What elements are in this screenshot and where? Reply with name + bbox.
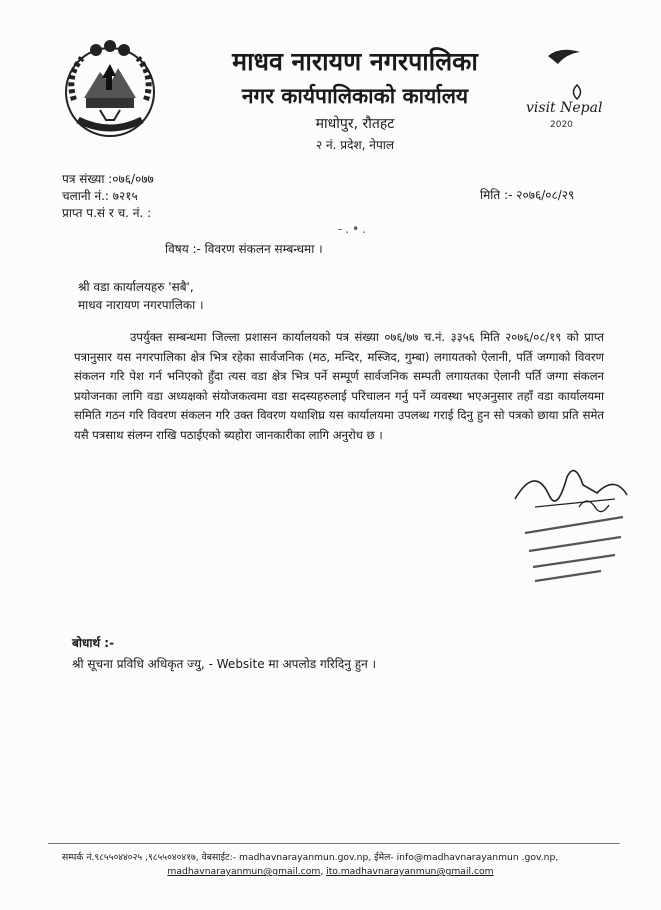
addressee-line-2: माधव नारायण नगरपालिका । (78, 298, 204, 312)
signature-stamp (505, 455, 635, 595)
prapta-number: प्राप्त प.सं र च. नं. : (62, 206, 152, 220)
cc-heading: बोधार्थ :- (72, 636, 115, 650)
footer-emails: madhavnarayanmun@gmail.com, ito.madhavnarayanmun@gmail.com (167, 866, 494, 877)
chalani-number: चलानी नं.: ७२१५ (62, 189, 138, 203)
footer-email-1[interactable]: madhavnarayanmun@gmail.com (167, 866, 321, 877)
stray-marks: -.•. (338, 222, 370, 236)
cc-recipient: श्री सूचना प्रविधि अधिकृत ज्यु, - Website मा अपलोड गरिदिनु हुन । (72, 657, 377, 671)
subject-line: विषय :- विवरण संकलन सम्बन्धमा । (165, 242, 323, 256)
addressee-line-1: श्री वडा कार्यालयहरु 'सबै', (78, 280, 194, 294)
nepal-emblem-icon (56, 36, 164, 144)
office-title: नगर कार्यपालिकाको कार्यालय (241, 84, 469, 108)
address-line-2: २ नं. प्रदेश, नेपाल (315, 138, 395, 152)
patra-sankhya: पत्र संख्या :०७६/०७७ (62, 172, 154, 186)
visit-nepal-logo (520, 42, 616, 138)
letter-date: मिति :- २०७६/०८/२९ (480, 188, 575, 202)
footer-email-2[interactable]: ito.madhavnarayanmun@gmail.com (326, 866, 494, 877)
visit-nepal-year: 2020 (550, 120, 573, 130)
flame-icon (568, 84, 586, 100)
visit-nepal-text: visit Nepal (526, 100, 603, 116)
letter-body: उपर्युक्त सम्बन्धमा जिल्ला प्रशासन कार्यालयको पत्र संख्या ०७६/७७ च.नं. ३३५६ मिति २०७६/०८/१९ को प्राप्त पत्रानुसार यस नगरपालिका क्षेत्र भित्र रहेका सार्वजनिक (मठ, मन्दिर, मस्जिद, गुम्बा) लगायतको ऐलानी, पर्ति जग्गाको विवरण संकलन गरि पेश गर्न भनिएको हुँदा त्यस वडा क्षेत्र भित्र पर्ने सम्पूर्ण सार्वजनिक सम्पती लगायतका ऐलानी पर्ति जग्गा संकलन प्रयोजनका लागि वडा अध्यक्षको संयोजकत्वमा वडा सदस्यहरुलाई परिचालन गर्नु पर्ने व्यवस्था भएअनुसार तहाँ वडा कार्यालयमा समिति गठन गरि विवरण संकलन गरि उक्त विवरण यथाशिघ्र यस कार्यालयमा उपलब्ध गराई दिनु हुन सो पत्रको छाया प्रति समेत यसै पत्रसाथ संलग्न राखि पठाईएको ब्यहोरा जानकारीका लागि अनुरोध छ । (74, 330, 604, 442)
address-line-1: माधोपुर, रौतहट (315, 116, 395, 132)
footer-contact: सम्पर्क नं.९८५५०४४०२५ ,९८५५०४०४१७, वेबसाईट:- madhavnarayanmun.gov.np, ईमेल- info@madhavnarayanmun .gov.np, (62, 852, 559, 863)
bird-icon (546, 44, 582, 66)
footer-divider (48, 843, 620, 844)
municipality-title: माधव नारायण नगरपालिका (232, 47, 478, 76)
